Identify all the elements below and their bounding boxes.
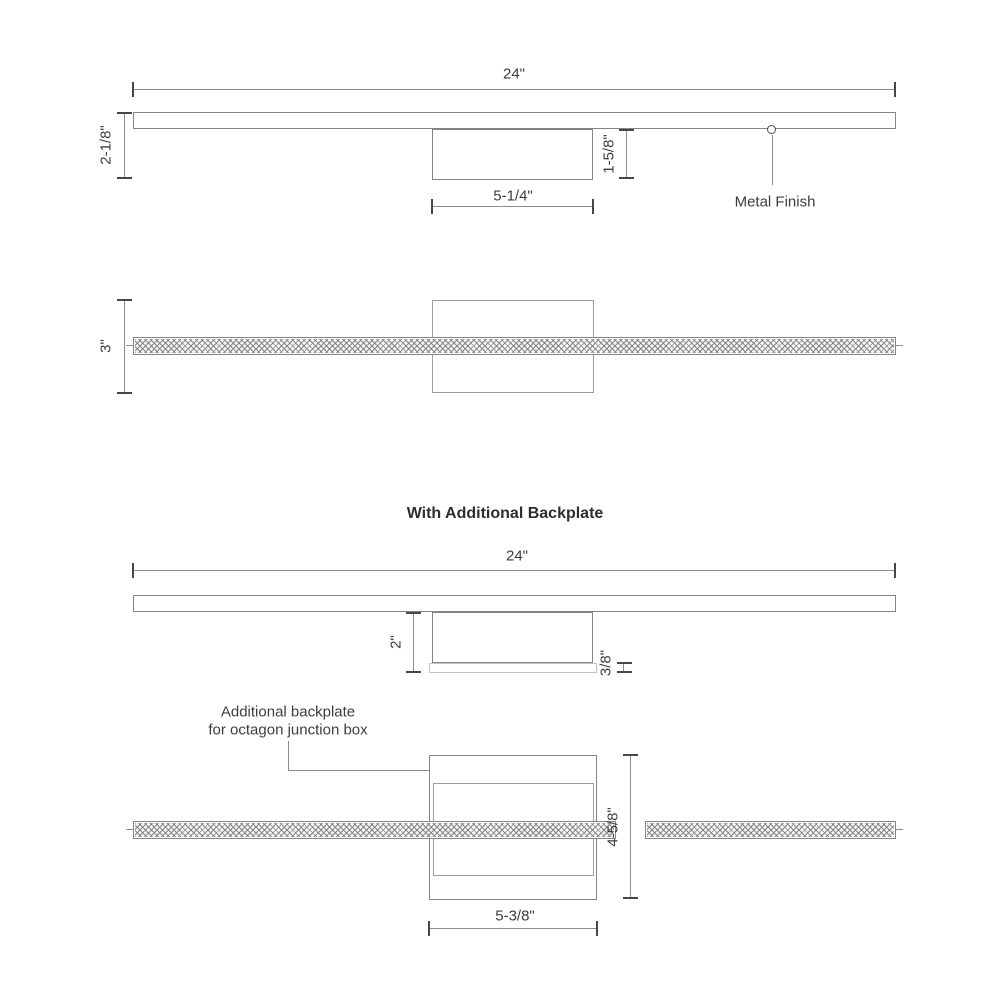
dim-tick [132, 563, 134, 578]
metal-finish-label: Metal Finish [734, 193, 816, 211]
dim-tick [132, 82, 134, 97]
dim-line-canopy-depth [124, 300, 125, 393]
dim-tick [117, 177, 132, 179]
dim-label-mount-depth: 2" [387, 635, 405, 649]
callout-leader-line [772, 135, 773, 185]
dim-tick [431, 199, 433, 214]
dim-label-overall-width: 24" [505, 547, 529, 565]
diffuser-hatch-texture [135, 339, 894, 353]
dim-label-backplate-height: 4-5/8" [604, 807, 622, 847]
dim-label-canopy-height: 1-5/8" [600, 134, 618, 174]
canopy-front [432, 129, 593, 180]
dim-tick [428, 921, 430, 936]
section-title: With Additional Backplate [406, 505, 604, 522]
dim-label-overall-width: 24" [502, 65, 526, 83]
dim-label-overall-height: 2-1/8" [97, 125, 115, 165]
callout-leader-line [288, 770, 442, 771]
dim-tick [406, 671, 421, 673]
diffuser-hatch-texture [135, 823, 614, 837]
dim-line-overall-width [133, 570, 895, 571]
dim-line-canopy-height [626, 130, 627, 178]
dim-tick [406, 612, 421, 614]
callout-circle-icon [767, 125, 776, 134]
dim-tick [619, 129, 634, 131]
dim-line-mount-depth [413, 613, 414, 672]
dim-tick [592, 199, 594, 214]
dim-tick [894, 82, 896, 97]
dim-tick [596, 921, 598, 936]
fixture-bar-front [133, 112, 896, 129]
bar-centerline-mark [895, 829, 903, 830]
additional-backplate-front [429, 663, 597, 673]
backplate-callout-line2: for octagon junction box [208, 721, 368, 739]
bar-centerline-mark [895, 345, 903, 346]
dim-tick [617, 671, 632, 673]
diffuser-hatch-texture [647, 823, 894, 837]
dim-line-canopy-width [432, 206, 593, 207]
dim-tick [617, 662, 632, 664]
dim-label-canopy-depth: 3" [97, 339, 115, 353]
dim-line-overall-width [133, 89, 895, 90]
canopy-front [432, 612, 593, 663]
dim-label-backplate-width: 5-3/8" [495, 907, 535, 925]
fixture-bar-plan-right [645, 821, 896, 839]
dim-tick [117, 392, 132, 394]
backplate-callout-line1: Additional backplate [220, 703, 356, 721]
fixture-bar-plan-left [133, 821, 616, 839]
dim-line-backplate-height [630, 755, 631, 899]
dim-label-canopy-width: 5-1/4" [493, 187, 533, 205]
fixture-bar-front [133, 595, 896, 612]
dim-tick [117, 299, 132, 301]
dim-tick [894, 563, 896, 578]
callout-leader-line [288, 741, 289, 770]
dim-label-plate-thickness: 3/8" [597, 649, 615, 677]
dim-tick [117, 112, 132, 114]
fixture-bar-plan [133, 337, 896, 355]
dim-line-overall-height [124, 113, 125, 178]
dim-tick [623, 897, 638, 899]
dim-line-backplate-width [429, 928, 597, 929]
dim-tick [623, 754, 638, 756]
dim-tick [619, 177, 634, 179]
